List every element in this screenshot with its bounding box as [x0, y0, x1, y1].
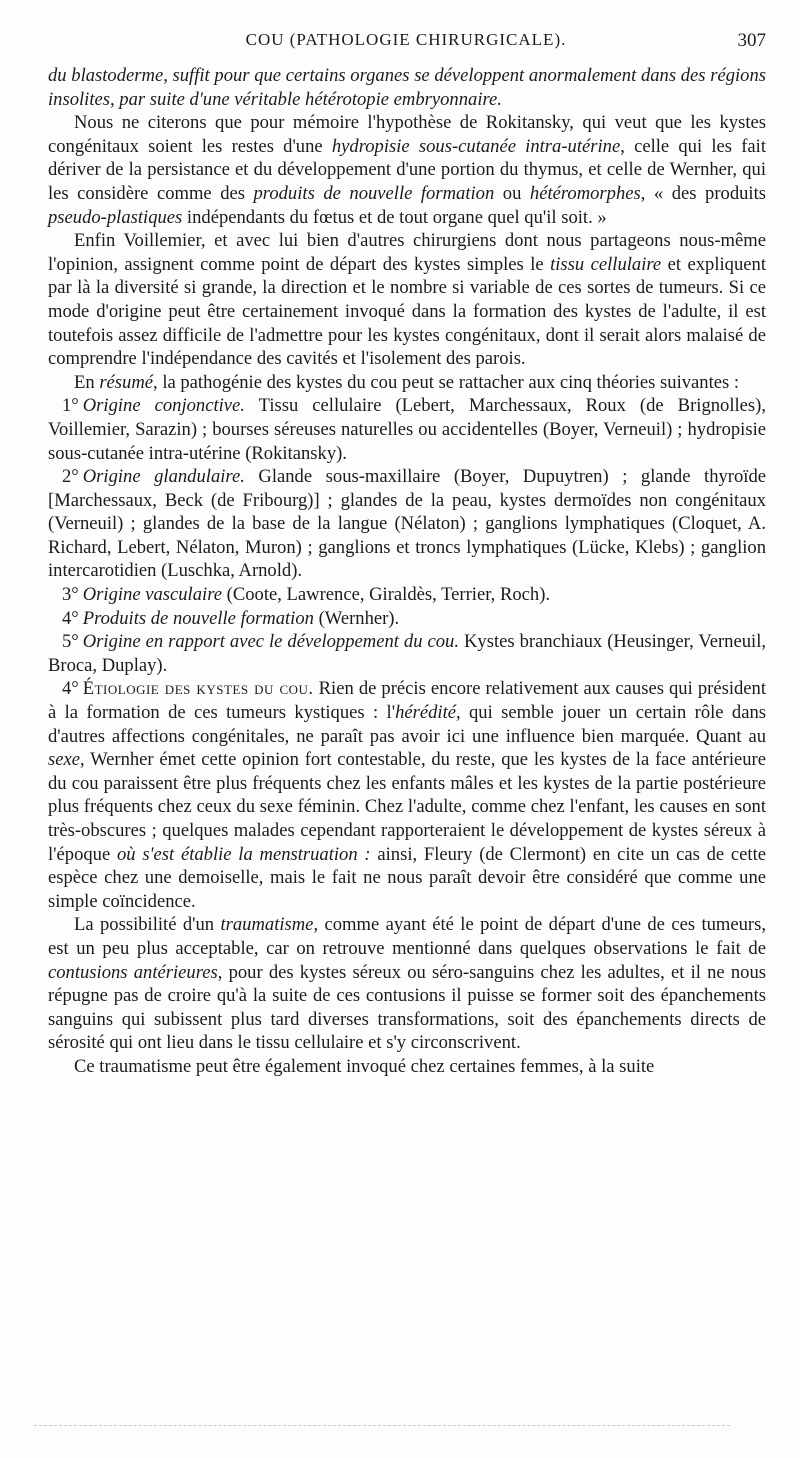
text-run: , celle qui les fait dériver de la persistance et du développement d'une portion du thymus, et celle de Wernher, qui les considère comme des — [48, 135, 766, 204]
section-etiologie — [48, 677, 766, 913]
text-run: , qui semble jouer un certain rôle dans d'autres affections congénitales, ne paraît pas avoir ici une influence bien marquée. Quant au — [48, 702, 766, 747]
italic-text: où s'est établie la menstruation : — [116, 843, 371, 865]
text-run: , pour des kystes séreux ou séro-sanguins chez les adultes, et il ne nous répugne pas de croire qu'à la suite de ces contusions il puisse se former soit des épanchements sanguins qui subissent plus tard diverses transformations, soit des épanchements directs de sérosité qui ont lieu dans le tissu cellulaire et s'y circonscrivent. — [48, 961, 766, 1054]
italic-text: hérédité — [395, 702, 456, 724]
list-text: Kystes branchiaux (Heusinger, Verneuil, Broca, Duplay). — [48, 631, 767, 676]
italic-text: tissu cellulaire — [550, 253, 662, 275]
list-item — [48, 583, 766, 607]
list-item — [48, 465, 766, 583]
text-run: La possibilité d'un — [74, 914, 221, 936]
italic-text: produits de nouvelle formation — [253, 182, 495, 204]
list-title: Origine glandulaire. — [82, 466, 245, 488]
italic-text: contusions antérieures — [48, 961, 218, 983]
page-header — [46, 30, 766, 56]
section-number: 4° — [62, 678, 79, 700]
page-number: 307 — [737, 30, 766, 51]
paragraph-final — [48, 1055, 766, 1079]
list-title: Origine en rapport avec le développement du cou. — [82, 631, 459, 653]
paragraph-voillemier — [48, 229, 766, 371]
italic-text: traumatisme — [220, 914, 314, 936]
text-run: Rien de précis encore relativement aux causes qui président à la formation de ces tumeurs kystiques : l' — [48, 678, 766, 724]
scan-artifact-line — [34, 1425, 730, 1426]
list-text: Tissu cellulaire (Lebert, Marchessaux, Roux (de Brignolles), Voillemier, Sarazin) ; bourses séreuses naturelles ou accidentelles (Boyer, Verneuil) ; hydropisie sous-cutanée intra-utérine (Rokitansky). — [48, 395, 766, 464]
paragraph-continuation — [48, 64, 766, 111]
paragraph-traumatisme — [48, 913, 766, 1055]
list-text: Glande sous-maxillaire (Boyer, Dupuytren) ; glande thyroïde [Marchessaux, Beck (de Fribourg)] ; glandes de la peau, kystes dermoïdes non congénitaux (Verneuil) ; glandes de la base de la langue (Nélaton) ; ganglions lymphatiques (Cloquet, A. Richard, Lebert, Nélaton, Muron) ; ganglions et troncs lymphatiques (Lücke, Klebs) ; ganglion intercarotidien (Luschka, Arnold). — [48, 466, 766, 582]
list-title: Produits de nouvelle formation — [82, 607, 314, 629]
italic-text: hydropisie sous-cutanée intra-utérine — [331, 135, 621, 157]
list-item — [48, 607, 766, 631]
list-title: Origine conjonctive. — [82, 395, 245, 417]
italic-text: du blastoderme, suffit pour que certains organes se développent anormalement dans des régions insolites, par suite d'une véritable hétérotopie embryonnaire. — [48, 65, 766, 110]
list-text: (Coote, Lawrence, Giraldès, Terrier, Roch). — [222, 584, 551, 606]
text-run: et expliquent par là la diversité si grande, la direction et le nombre si variable de ces sortes de tumeurs. Si ce mode d'origine peut être certainement invoqué dans la formation des kystes de l'adulte, il est toutefois assez difficile de l'admettre pour les kystes congénitaux, dont il serait alors malaisé de comprendre l'indépendance des cavités et l'isolement des parois. — [48, 253, 766, 370]
list-item — [48, 394, 766, 465]
list-number: 1° — [62, 395, 79, 417]
section-heading: Étiologie des kystes du cou. — [82, 678, 314, 700]
text-run: En — [74, 371, 100, 393]
text-run: , la pathogénie des kystes du cou peut se rattacher aux cinq théories suivantes : — [153, 371, 740, 393]
text-run: ou — [494, 182, 530, 204]
list-title: Origine vasculaire — [82, 584, 222, 606]
italic-text: sexe — [48, 749, 80, 771]
text-run: Nous ne citerons que pour mémoire l'hypothèse de Rokitansky, qui veut que les kystes congénitaux soient les restes d'une — [48, 112, 766, 157]
text-run: indépendants du fœtus et de tout organe quel qu'il soit. » — [182, 206, 607, 228]
paragraph-resume — [48, 371, 766, 395]
italic-text: résumé — [99, 371, 154, 393]
running-title: COU (PATHOLOGIE CHIRURGICALE). — [245, 30, 567, 49]
text-run: , Wernher émet cette opinion fort contestable, du reste, que les kystes de la face antérieure du cou paraissent être plus fréquents chez les enfants mâles et les kystes de la partie postérieure plus fréquents chez ceux du sexe féminin. Chez l'adulte, comme chez l'enfant, les causes en sont très-obscures ; quelques malades cependant rapporteraient le développement de kystes séreux à l'époque — [48, 749, 766, 865]
text-run: , « des produits — [640, 182, 766, 204]
list-number: 2° — [62, 466, 79, 488]
list-number: 5° — [62, 631, 79, 653]
text-run: Ce traumatisme peut être également invoqué chez certaines femmes, à la suite — [74, 1055, 655, 1077]
text-run: , comme ayant été le point de départ d'une de ces tumeurs, est un peu plus acceptable, car on retrouve mentionné dans quelques observations le fait de — [48, 914, 766, 959]
text-run: Enfin Voillemier, et avec lui bien d'autres chirurgiens dont nous partageons nous-même l'opinion, assignent comme point de départ des kystes simples le — [48, 230, 766, 275]
italic-text: pseudo-plastiques — [48, 206, 183, 228]
list-text: (Wernher). — [313, 607, 400, 629]
body-text — [48, 64, 766, 1079]
list-item — [48, 630, 766, 677]
list-number: 3° — [62, 584, 79, 606]
italic-text: hétéromorphes — [529, 182, 641, 204]
text-run: ainsi, Fleury (de Clermont) en cite un cas de cette espèce chez une demoiselle, mais le fait ne nous paraît devoir être considéré que comme une simple coïncidence. — [48, 843, 767, 912]
paragraph-rokitansky — [48, 111, 766, 229]
list-number: 4° — [62, 607, 79, 629]
